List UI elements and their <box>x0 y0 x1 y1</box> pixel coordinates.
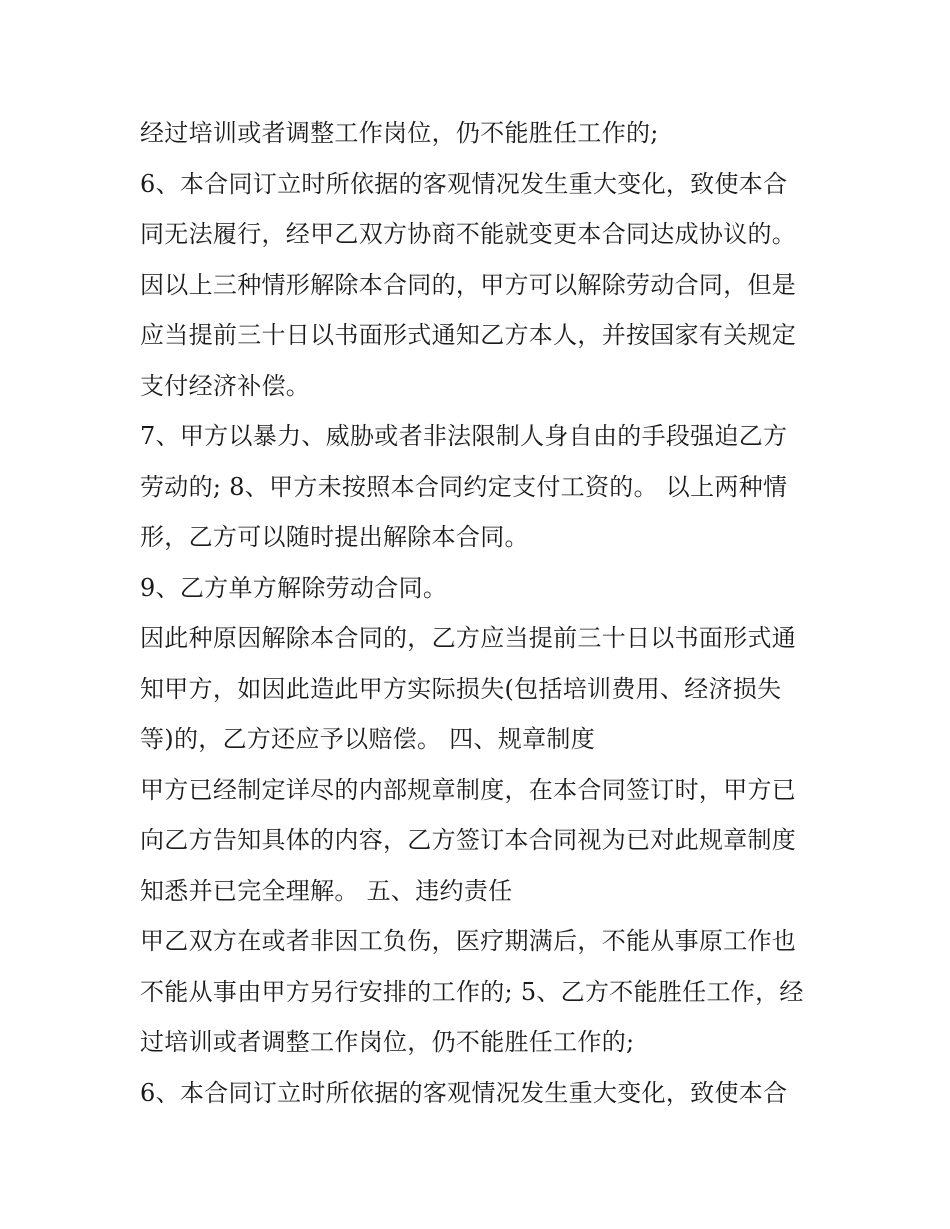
text-line: 6、本合同订立时所依据的客观情况发生重大变化，致使本合 <box>140 169 788 198</box>
text-line: 因以上三种情形解除本合同的，甲方可以解除劳动合同，但是 <box>140 270 797 299</box>
text-line: 经过培训或者调整工作岗位，仍不能胜任工作的; <box>140 119 659 147</box>
contract-text-body <box>140 108 830 1118</box>
text-line: 向乙方告知具体的内容，乙方签订本合同视为已对此规章制度 <box>140 826 797 854</box>
text-line: 支付经济补偿。 <box>140 371 311 400</box>
text-line: 9、乙方单方解除劳动合同。 <box>140 573 448 602</box>
text-line: 应当提前三十日以书面形式通知乙方本人，并按国家有关规定 <box>140 321 797 349</box>
text-line: 7、甲方以暴力、威胁或者非法限制人身自由的手段强迫乙方 <box>140 422 788 450</box>
text-line: 不能从事由甲方另行安排的工作的; 5、乙方不能胜任工作，经 <box>140 977 804 1006</box>
text-line: 甲乙双方在或者非因工负伤，医疗期满后，不能从事原工作也 <box>140 927 797 955</box>
text-line: 形，乙方可以随时提出解除本合同。 <box>140 523 529 551</box>
text-line: 因此种原因解除本合同的，乙方应当提前三十日以书面形式通 <box>140 624 797 652</box>
text-line: 劳动的; 8、甲方未按照本合同约定支付工资的。 以上两种情 <box>140 472 788 501</box>
text-line: 等)的，乙方还应予以赔偿。 四、规章制度 <box>140 725 595 753</box>
text-line: 甲方已经制定详尽的内部规章制度，在本合同签订时，甲方已 <box>140 775 797 804</box>
text-line: 知甲方，如因此造此甲方实际损失(包括培训费用、经济损失 <box>140 674 782 703</box>
text-line: 同无法履行，经甲乙双方协商不能就变更本合同达成协议的。 <box>140 220 797 248</box>
text-line: 知悉并已完全理解。 五、违约责任 <box>140 876 513 905</box>
text-line: 6、本合同订立时所依据的客观情况发生重大变化，致使本合 <box>140 1078 788 1107</box>
text-line: 过培训或者调整工作岗位，仍不能胜任工作的; <box>140 1028 635 1056</box>
